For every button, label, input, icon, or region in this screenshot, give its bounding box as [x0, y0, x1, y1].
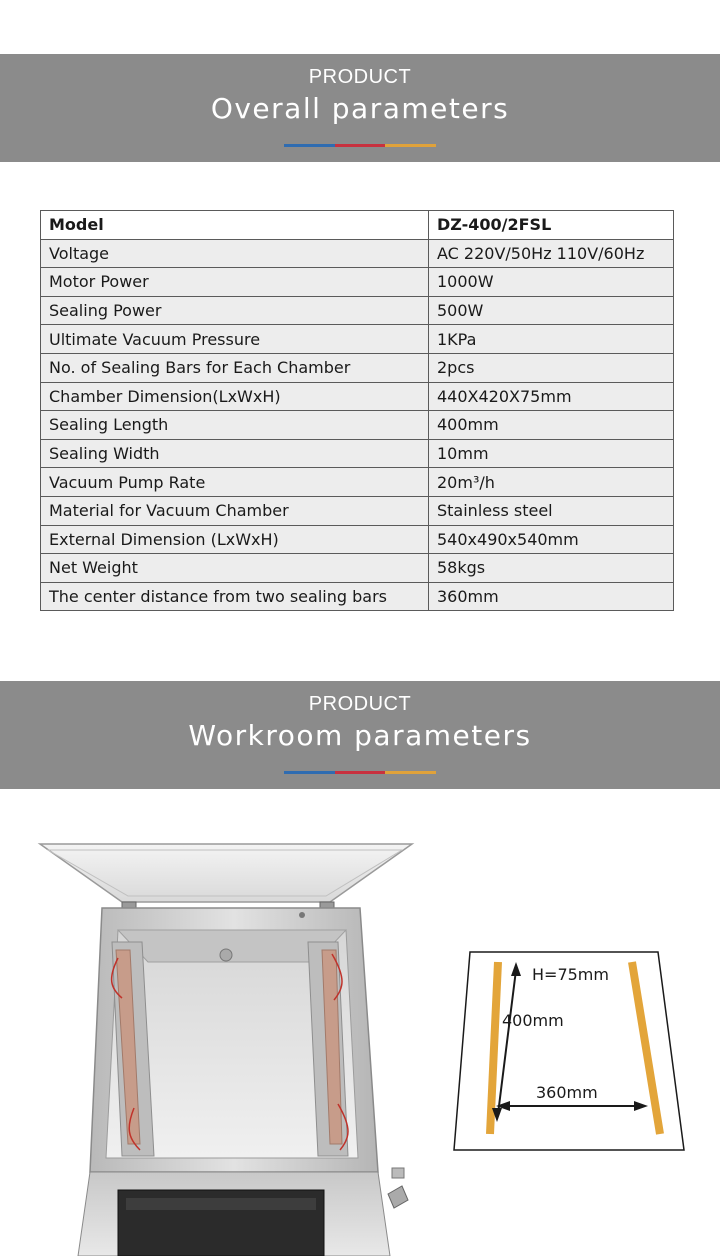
- section-title: Workroom parameters: [188, 719, 532, 752]
- height-label: H=75mm: [532, 965, 609, 984]
- table-cell-label: Model: [41, 211, 429, 240]
- table-row: [41, 582, 674, 611]
- table-cell-value: 58kgs: [429, 554, 674, 583]
- table-cell-value: 440X420X75mm: [429, 382, 674, 411]
- lid-shape: [40, 844, 412, 902]
- accent-segment-red: [335, 771, 386, 774]
- table-header-row: [41, 211, 674, 240]
- accent-segment-orange: [385, 771, 436, 774]
- table-cell-label: Sealing Length: [41, 411, 429, 440]
- table-cell-label: External Dimension (LxWxH): [41, 525, 429, 554]
- table-cell-label: Vacuum Pump Rate: [41, 468, 429, 497]
- table-cell-value: 20m³/h: [429, 468, 674, 497]
- table-cell-value: AC 220V/50Hz 110V/60Hz: [429, 239, 674, 268]
- table-cell-value: 1000W: [429, 268, 674, 297]
- table-cell-label: Ultimate Vacuum Pressure: [41, 325, 429, 354]
- accent-divider: [284, 144, 436, 147]
- table-row: [41, 268, 674, 297]
- table-cell-label: Sealing Width: [41, 439, 429, 468]
- table-row: [41, 353, 674, 382]
- table-cell-value: 10mm: [429, 439, 674, 468]
- section-header-workroom: [0, 681, 720, 789]
- table-cell-label: Net Weight: [41, 554, 429, 583]
- distance-label: 360mm: [536, 1083, 598, 1102]
- table-row: [41, 325, 674, 354]
- accent-segment-blue: [284, 144, 335, 147]
- chamber-dimension-diagram: [452, 946, 692, 1156]
- length-label: 400mm: [502, 1011, 564, 1030]
- table-row: [41, 525, 674, 554]
- accent-segment-blue: [284, 771, 335, 774]
- table-cell-value: 540x490x540mm: [429, 525, 674, 554]
- table-row: [41, 411, 674, 440]
- table-cell-label: Voltage: [41, 239, 429, 268]
- table-row: [41, 382, 674, 411]
- table-row: [41, 554, 674, 583]
- table-row: [41, 239, 674, 268]
- table-cell-value: 400mm: [429, 411, 674, 440]
- table-cell-label: Motor Power: [41, 268, 429, 297]
- table-row: [41, 468, 674, 497]
- table-cell-label: Chamber Dimension(LxWxH): [41, 382, 429, 411]
- section-kicker: PRODUCT: [308, 693, 412, 715]
- table-row: [41, 496, 674, 525]
- section-header-overall: [0, 54, 720, 162]
- parameters-table: [40, 210, 674, 611]
- table-cell-value: 500W: [429, 296, 674, 325]
- table-row: [41, 296, 674, 325]
- section-kicker: PRODUCT: [308, 66, 412, 88]
- table-cell-value: 1KPa: [429, 325, 674, 354]
- accent-segment-orange: [385, 144, 436, 147]
- table-cell-value: DZ-400/2FSL: [429, 211, 674, 240]
- table-row: [41, 439, 674, 468]
- table-cell-label: No. of Sealing Bars for Each Chamber: [41, 353, 429, 382]
- accent-segment-red: [335, 144, 386, 147]
- table-cell-label: The center distance from two sealing bars: [41, 582, 429, 611]
- table-cell-value: Stainless steel: [429, 496, 674, 525]
- table-cell-value: 2pcs: [429, 353, 674, 382]
- accent-divider: [284, 771, 436, 774]
- vacuum-chamber-photo: [30, 838, 430, 1256]
- table-cell-value: 360mm: [429, 582, 674, 611]
- table-cell-label: Material for Vacuum Chamber: [41, 496, 429, 525]
- section-title: Overall parameters: [210, 92, 510, 125]
- table-cell-label: Sealing Power: [41, 296, 429, 325]
